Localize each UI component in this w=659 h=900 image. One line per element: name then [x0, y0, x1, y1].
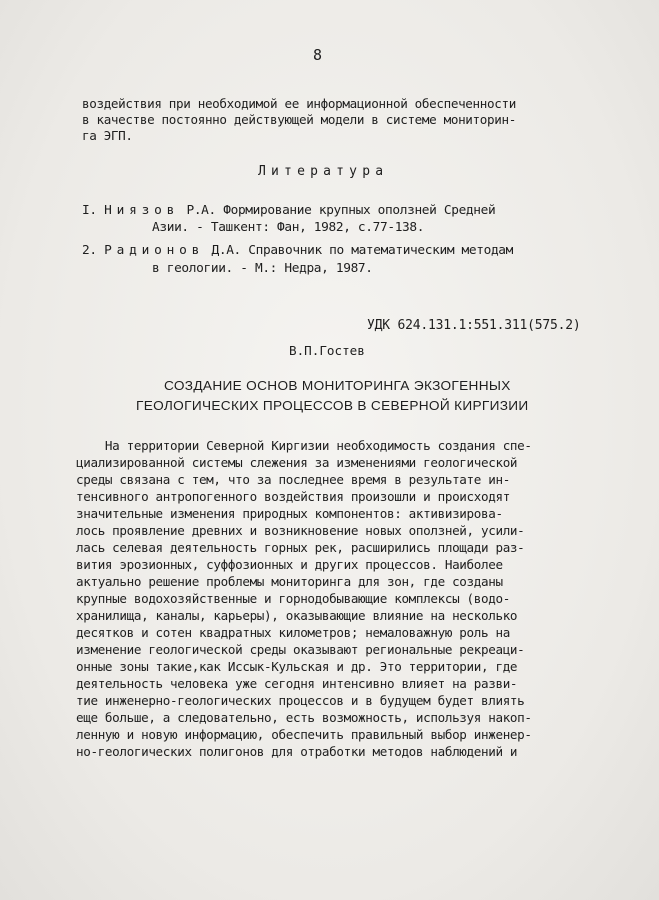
body-line: онные зоны такие,как Иссык-Кульская и др. Это территории, где [76, 659, 518, 674]
reference-item [82, 243, 513, 259]
body-line: вития эрозионных, суффозионных и других процессов. Наиболее [76, 557, 503, 572]
reference-continuation: Азии. - Ташкент: Фан, 1982, с.77-138. [152, 220, 425, 235]
reference-number: I. [82, 203, 97, 218]
page-number: 8 [313, 46, 323, 64]
reference-number: 2. [82, 243, 97, 258]
reference-text: Д.А. Справочник по математическим методам [204, 243, 514, 258]
intro-line: воздействия при необходимой ее информационной обеспеченности [82, 96, 516, 111]
body-line: актуально решение проблемы мониторинга для зон, где созданы [76, 574, 503, 589]
body-line: изменение геологической среды оказывают региональные рекреаци- [76, 642, 525, 657]
body-line: еще больше, а следовательно, есть возможность, используя накоп- [76, 710, 532, 725]
udk-code: УДК 624.131.1:551.311(575.2) [367, 318, 581, 333]
reference-text: Р.А. Формирование крупных оползней Средней [179, 203, 496, 218]
title-line: СОЗДАНИЕ ОСНОВ МОНИТОРИНГА ЭКЗОГЕННЫХ [164, 378, 511, 393]
body-line: десятков и сотен квадратных километров; немаловажную роль на [76, 625, 510, 640]
article-author: В.П.Гостев [289, 343, 365, 358]
title-line: ГЕОЛОГИЧЕСКИХ ПРОЦЕССОВ В СЕВЕРНОЙ КИРГИЗИИ [136, 398, 529, 413]
body-line: среды связана с тем, что за последнее время в результате ин- [76, 472, 510, 487]
reference-author: Радионов [104, 243, 205, 258]
body-line: но-геологических полигонов для отработки методов наблюдений и [76, 744, 518, 759]
body-line: циализированной системы слежения за изменениями геологической [76, 455, 518, 470]
body-line: крупные водохозяйственные и горнодобывающие комплексы (водо- [76, 591, 510, 606]
body-line: тие инженерно-геологических процессов и в будущем будет влиять [76, 693, 525, 708]
body-line: значительные изменения природных компонентов: активизирова- [76, 506, 503, 521]
body-line: ленную и новую информацию, обеспечить правильный выбор инженер- [76, 727, 532, 742]
reference-author: Ниязов [104, 203, 180, 218]
intro-line: га ЭГП. [82, 128, 133, 143]
reference-item [82, 203, 495, 219]
literature-heading: Литература [258, 164, 389, 179]
body-line: лась селевая деятельность горных рек, расширились площади раз- [76, 540, 525, 555]
body-line: На территории Северной Киргизии необходимость создания спе- [76, 438, 532, 453]
intro-line: в качестве постоянно действующей модели в системе мониторин- [82, 112, 516, 127]
body-line: деятельность человека уже сегодня интенсивно влияет на разви- [76, 676, 518, 691]
reference-continuation: в геологии. - М.: Недра, 1987. [152, 261, 373, 276]
body-line: лось проявление древних и возникновение новых оползней, усили- [76, 523, 525, 538]
body-line: хранилища, каналы, карьеры), оказывающие влияние на несколько [76, 608, 518, 623]
body-line: тенсивного антропогенного воздействия произошли и происходят [76, 489, 510, 504]
